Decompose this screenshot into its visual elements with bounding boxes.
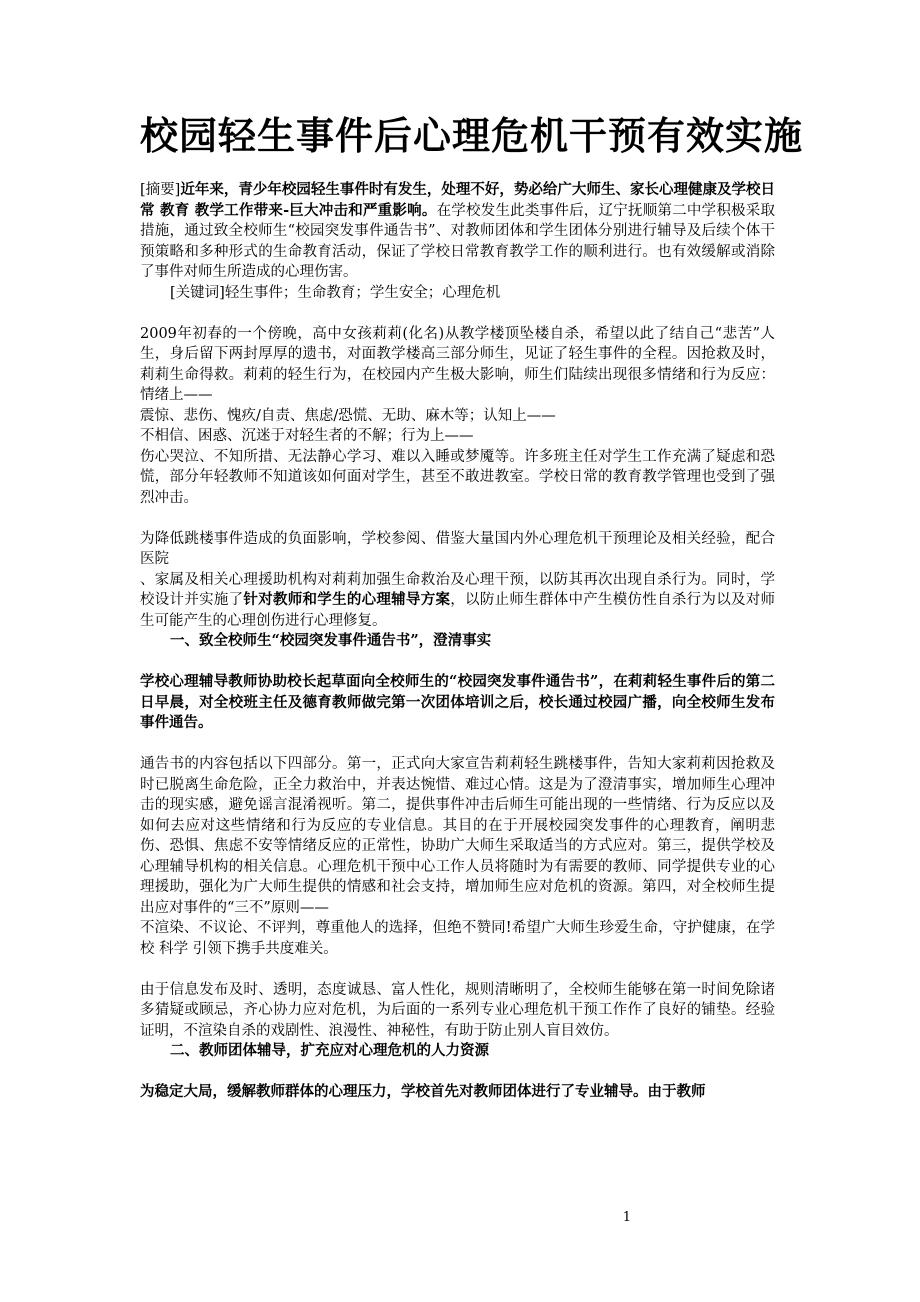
paragraph-gap [140,652,775,673]
paragraph-bold-text: 针对教师和学生的心理辅导方案 [243,591,451,608]
body-paragraph: 学校心理辅导教师协助校长起草面向全校师生的“校园突发事件通告书”，在莉莉轻生事件后的第二日早晨，对全校班主任及德育教师做完第一次团体培训之后，校长通过校园广播，向全校师生发布事件通告。 [140,673,775,731]
paragraph-text: ，以防止师生群体中产生模仿性自杀行为以及对师生可能产生的心理创伤进行心理修复。 [140,592,776,629]
body-paragraph: 为稳定大局，缓解教师群体的心理压力，学校首先对教师团体进行了专业辅导。由于教师 [140,1083,706,1100]
abstract-paragraph [140,180,775,283]
abstract-label: [摘要] [140,182,181,198]
body-paragraph [140,570,775,632]
body-paragraph: 伤心哭泣、不知所措、无法静心学习、难以入睡或梦魇等。许多班主任对学生工作充满了疑虑和恐慌，部分年轻教师不知道该如何面对学生，甚至不敢进教室。学校日常的教育教学管理也受到了强烈冲击。 [140,448,775,506]
paragraph-gap [140,959,775,980]
abstract-bold-text: 近年来，青少年校园轻生事件时有发生，处理不好，势必给广大师生、家长心理健康及学校日常 教育 教学工作带来-巨大冲击和严重影响。 [140,181,775,219]
page-number: 1 [622,1210,631,1225]
paragraph-gap [140,508,775,529]
paragraph-gap [140,734,775,755]
body-paragraph: 不相信、困惑、沉迷于对轻生者的不解；行为上—— [140,428,474,444]
document-page [140,0,804,1302]
paragraph-text: 、家属及相关心理援助机构对莉莉加强生命救治及心理干预，以防其再次出现自杀行为。同时，学校设计并实施了 [140,571,775,608]
body-paragraph: 震惊、悲伤、愧疚/自责、焦虑/恐慌、无助、麻木等；认知上—— [140,407,556,424]
body-paragraph: 为降低跳楼事件造成的负面影响，学校参阅、借鉴大量国内外心理危机干预理论及相关经验，配合 医院 [140,530,775,567]
body-paragraph: 2009年初春的一个傍晚，高中女孩莉莉(化名)从教学楼顶坠楼自杀，希望以此了结自己“悲苦”人生，身后留下两封厚厚的遗书，对面教学楼高三部分师生，见证了轻生事件的全程。因抢救及时，莉莉生命得救。莉莉的轻生行为，在校园内产生极大影响，师生们陆续出现很多情绪和行为反应：情绪上—— [140,325,775,403]
body-paragraph: 由于信息发布及时、透明，态度诚恳、富人性化，规则清晰明了，全校师生能够在第一时间免除诸多猜疑或顾忌，齐心协力应对危机，为后面的一系列专业心理危机干预工作作了良好的铺垫。经验证明，不渲染自杀的戏剧性、浪漫性、神秘性，有助于防止别人盲目效仿。 [140,981,775,1039]
abstract-text: 在学校发生此类事件后，辽宁抚顺第二中学积极采取措施，通过致全校师生“校园突发事件通告书”、对教师团体和学生团体分别进行辅导及后续个体干预策略和多种形式的生命教育活动，保证了学校日常教育教学工作的顺利进行。也有效缓解或消除了事件对师生所造成的心理伤害。 [140,202,775,280]
document-title: 校园轻生事件后心理危机干预有效实施 [140,113,804,158]
paragraph-gap [140,1062,775,1083]
body-paragraph: 不渲染、不议论、不评判，尊重他人的选择，但绝不赞同!希望广大师生珍爱生命，守护健康，在学校 科学 引领下携手共度难关。 [140,920,775,957]
section-heading: 一、致全校师生“校园突发事件通告书”，澄清事实 [170,632,492,649]
document-body [140,180,775,1103]
paragraph-gap [140,303,775,324]
body-paragraph: 通告书的内容包括以下四部分。第一，正式向大家宣告莉莉轻生跳楼事件，告知大家莉莉因抢救及时已脱离生命危险，正全力救治中，并表达惋惜、难过心情。这是为了澄清事实，增加师生心理冲击的现实感，避免谣言混淆视听。第二，提供事件冲击后师生可能出现的一些情绪、行为反应以及如何去应对这些情绪和行为反应的专业信息。其目的在于开展校园突发事件的心理教育，阐明悲伤、恐惧、焦虑不安等情绪反应的正常性，协助广大师生采取适当的方式应对。第三，提供学校及心理辅导机构的相关信息。心理危机干预中心工作人员将随时为有需要的教师、同学提供专业的心理援助，强化为广大师生提供的情感和社会支持，增加师生应对危机的资源。第四，对全校师生提出应对事件的“三不”原则—— [140,756,775,916]
section-heading: 二、教师团体辅导，扩充应对心理危机的人力资源 [170,1042,489,1059]
keywords-line: [关键词]轻生事件；生命教育；学生安全；心理危机 [170,284,501,301]
